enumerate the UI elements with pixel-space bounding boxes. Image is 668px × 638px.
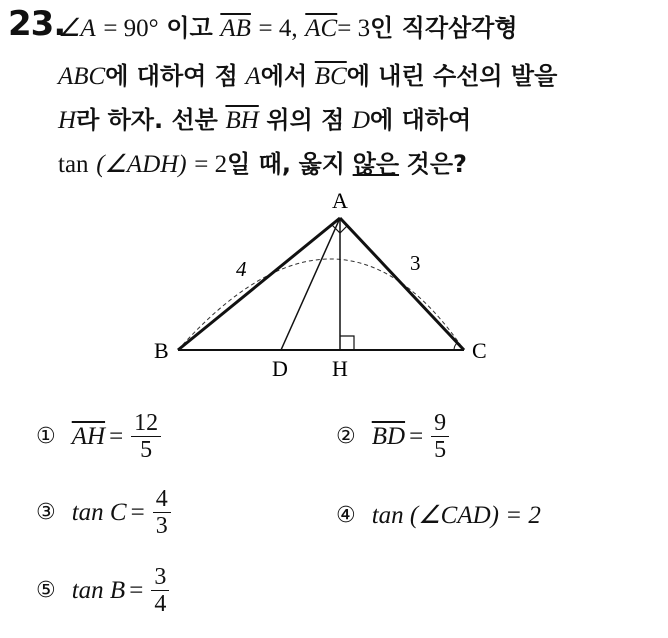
option-2-eq: =	[409, 422, 424, 450]
text-right-triangle: 인 직각삼각형	[370, 14, 518, 42]
angle-mark-c	[454, 343, 457, 350]
option-4-lhs: tan (∠CAD) = 2	[371, 502, 541, 529]
label-d: D	[272, 356, 288, 381]
option-1-lhs: $\overline{AH}$	[71, 422, 106, 450]
label-ab-length: 4	[236, 257, 247, 281]
question-line-3	[58, 100, 471, 135]
label-h: H	[332, 356, 348, 381]
text-point-on: 위의 점	[266, 106, 345, 134]
option-2-fraction	[431, 410, 449, 464]
angle-a: ∠A	[58, 15, 96, 42]
text-daehayeo-2: 에 대하여	[370, 106, 472, 134]
option-2-num: 9	[431, 410, 449, 437]
label-a: A	[332, 188, 348, 213]
text-eseo: 에서	[260, 62, 308, 90]
triangle-diagram	[140, 188, 510, 388]
right-angle-h	[340, 336, 354, 350]
question-number: 23.	[8, 4, 66, 44]
option-2-mark: ②	[336, 424, 356, 450]
option-1-den: 5	[140, 437, 153, 464]
option-3-fraction	[153, 486, 171, 540]
option-5-fraction	[151, 564, 169, 618]
point-d: D	[351, 107, 371, 134]
text-igo: 이고	[166, 14, 213, 42]
text-daehayeo: 에 대하여 점	[105, 62, 238, 90]
option-4-mark: ④	[336, 502, 356, 528]
text-not: 않은	[352, 150, 400, 178]
option-3-eq: =	[130, 498, 145, 526]
point-a: A	[245, 63, 261, 90]
label-ac-length: 3	[410, 251, 421, 275]
option-2-lhs: $\overline{BD}$	[371, 422, 406, 450]
label-b: B	[154, 338, 169, 363]
side-ac	[340, 218, 464, 350]
segment-ac: $\overline{AC}$	[305, 15, 338, 42]
option-5-mark: ⑤	[36, 578, 56, 604]
option-5-num: 3	[151, 564, 169, 591]
question-line-2	[58, 56, 557, 91]
eq-2: = 2	[194, 151, 228, 178]
option-5-eq: =	[129, 576, 144, 604]
option-1-eq: =	[109, 422, 124, 450]
option-2[interactable]	[336, 410, 449, 464]
option-3-lhs: tan C	[71, 498, 127, 526]
segment-bh: $\overline{BH}$	[225, 107, 259, 134]
option-1-fraction	[131, 410, 161, 464]
option-1-num: 12	[131, 410, 161, 437]
point-h: H	[58, 107, 77, 134]
option-2-den: 5	[434, 437, 447, 464]
text-let-segment: 라 하자. 선분	[76, 106, 218, 134]
eq-90: = 90°	[103, 15, 159, 42]
tan-func: tan	[58, 151, 89, 178]
label-c: C	[472, 338, 487, 363]
option-5-lhs: tan B	[71, 576, 126, 604]
option-4[interactable]	[336, 500, 541, 530]
option-1-mark: ①	[36, 424, 56, 450]
text-when: 일 때,	[227, 150, 291, 178]
option-3-mark: ③	[36, 500, 56, 526]
eq-3: = 3	[337, 15, 371, 42]
question-line-4	[58, 144, 467, 179]
segment-ad-line	[281, 218, 340, 350]
side-ab	[178, 218, 340, 350]
text-perpendicular-foot: 에 내린 수선의 발을	[346, 62, 558, 90]
option-3-den: 3	[155, 513, 168, 540]
text-correct: 옳지	[298, 150, 345, 178]
eq-4: = 4,	[258, 15, 298, 42]
text-which: 것은?	[406, 150, 467, 178]
question-line-1	[58, 8, 518, 43]
option-3-num: 4	[153, 486, 171, 513]
segment-bc: $\overline{BC}$	[314, 63, 347, 90]
angle-adh: (∠ADH)	[96, 151, 187, 178]
option-1[interactable]	[36, 410, 161, 464]
option-5[interactable]	[36, 564, 169, 618]
option-3[interactable]	[36, 486, 171, 540]
triangle-abc: ABC	[58, 63, 106, 90]
segment-ab: $\overline{AB}$	[220, 15, 251, 42]
option-5-den: 4	[154, 591, 167, 618]
